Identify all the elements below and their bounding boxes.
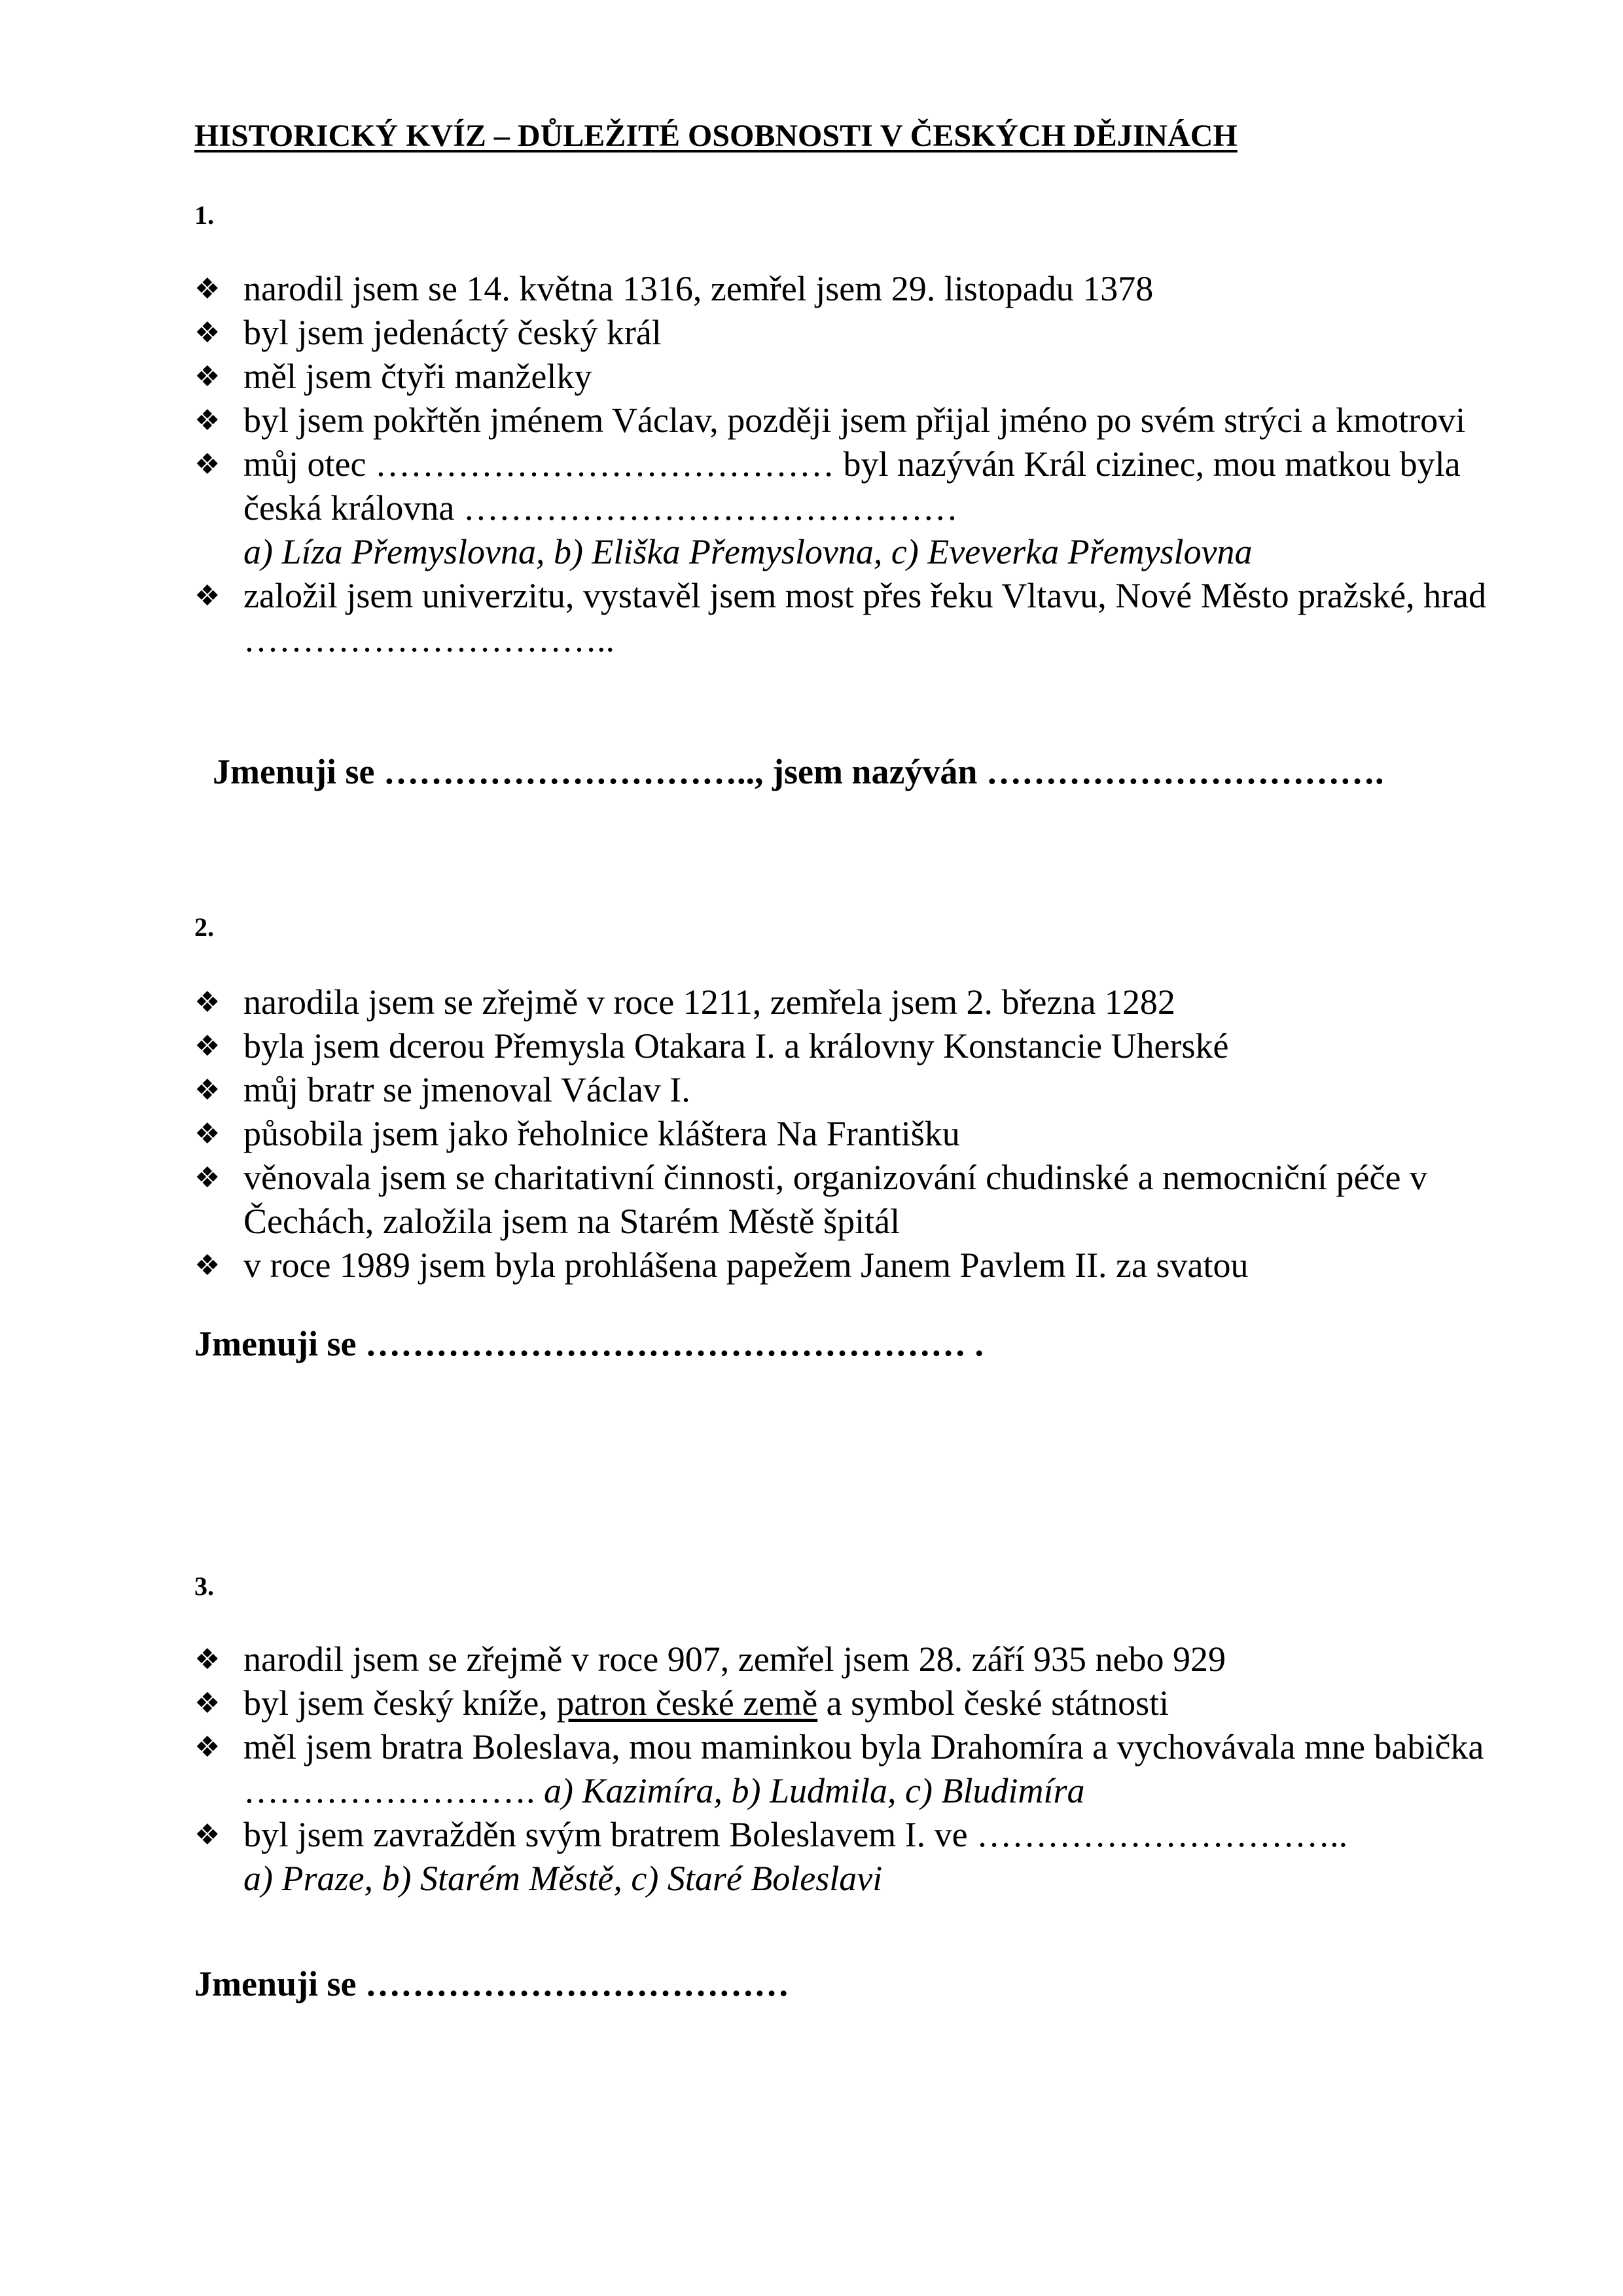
list-item <box>194 1813 1529 1901</box>
answer-options: a) Kazimíra, b) Ludmila, c) Bludimíra <box>544 1771 1085 1810</box>
clue-text-end: a symbol české státnosti <box>817 1683 1169 1723</box>
page-title: HISTORICKÝ KVÍZ – DŮLEŽITÉ OSOBNOSTI V ČESKÝCH DĚJINÁCH <box>194 118 1238 153</box>
question-2-number: 2. <box>194 912 214 942</box>
four-diamond-bullet-icon: ❖ <box>194 1687 221 1720</box>
clue-text: měl jsem čtyři manželky <box>243 357 592 396</box>
four-diamond-bullet-icon: ❖ <box>194 316 221 350</box>
question-1-answer-line: Jmenuji se ………………………….., jsem nazýván ……………………………. <box>213 752 1384 791</box>
clue-text: byla jsem dcerou Přemysla Otakara I. a královny Konstancie Uherské <box>243 1026 1229 1066</box>
list-item <box>194 1244 1529 1287</box>
list-item <box>194 399 1529 442</box>
question-2-clues <box>194 980 1529 1287</box>
clue-text: působila jsem jako řeholnice kláštera Na Františku <box>243 1114 960 1153</box>
four-diamond-bullet-icon: ❖ <box>194 1818 221 1852</box>
clue-text: můj bratr se jmenoval Václav I. <box>243 1070 690 1109</box>
clue-text: byl jsem jedenáctý český král <box>243 313 662 352</box>
underlined-phrase: patron české země <box>556 1683 818 1723</box>
list-item <box>194 1024 1529 1068</box>
four-diamond-bullet-icon: ❖ <box>194 1731 221 1764</box>
clue-text: narodil jsem se zřejmě v roce 907, zemřel jsem 28. září 935 nebo 929 <box>243 1640 1226 1679</box>
list-item <box>194 1156 1529 1244</box>
four-diamond-bullet-icon: ❖ <box>194 360 221 393</box>
clue-text-start: byl jsem český kníže, <box>243 1683 557 1723</box>
clue-text: založil jsem univerzitu, vystavěl jsem most přes řeku Vltavu, Nové Město pražské, hrad ………………………….. <box>243 576 1487 659</box>
list-item <box>194 1725 1529 1813</box>
clue-text: narodila jsem se zřejmě v roce 1211, zemřela jsem 2. března 1282 <box>243 982 1175 1022</box>
list-item <box>194 980 1529 1024</box>
question-1-number: 1. <box>194 200 214 230</box>
four-diamond-bullet-icon: ❖ <box>194 1073 221 1107</box>
question-1-clues <box>194 267 1529 662</box>
clue-text: byl jsem zavražděn svým bratrem Boleslavem I. ve ………………………….. <box>243 1815 1348 1854</box>
answer-options: a) Líza Přemyslovna, b) Eliška Přemyslovna, c) Eveverka Přemyslovna <box>243 532 1253 571</box>
answer-options: a) Praze, b) Starém Městě, c) Staré Boleslavi <box>243 1859 883 1898</box>
clue-text: byl jsem pokřtěn jménem Václav, později jsem přijal jméno po svém strýci a kmotrovi <box>243 401 1466 440</box>
four-diamond-bullet-icon: ❖ <box>194 448 221 481</box>
question-3-number: 3. <box>194 1571 214 1601</box>
four-diamond-bullet-icon: ❖ <box>194 1161 221 1194</box>
four-diamond-bullet-icon: ❖ <box>194 579 221 613</box>
four-diamond-bullet-icon: ❖ <box>194 272 221 306</box>
clue-text: můj otec ………………………………… byl nazýván Král cizinec, mou matkou byla česká královna …………………………………… <box>243 444 1461 528</box>
question-3-clues <box>194 1638 1529 1901</box>
list-item <box>194 1681 1529 1725</box>
list-item <box>194 1112 1529 1156</box>
clue-text: věnovala jsem se charitativní činnosti, organizování chudinské a nemocniční péče v Čechách, založila jsem na Starém Městě špitál <box>243 1158 1427 1241</box>
list-item <box>194 442 1529 574</box>
clue-text: v roce 1989 jsem byla prohlášena papežem Janem Pavlem II. za svatou <box>243 1246 1249 1285</box>
question-2-answer-line: Jmenuji se …………………………………………… . <box>194 1324 984 1363</box>
list-item <box>194 1068 1529 1112</box>
list-item <box>194 311 1529 355</box>
list-item <box>194 355 1529 399</box>
four-diamond-bullet-icon: ❖ <box>194 986 221 1019</box>
list-item <box>194 1638 1529 1681</box>
clue-text: narodil jsem se 14. května 1316, zemřel jsem 29. listopadu 1378 <box>243 269 1154 308</box>
clue-text: měl jsem bratra Boleslava, mou maminkou byla Drahomíra a vychovávala mne babička ……………………. <box>243 1727 1484 1810</box>
four-diamond-bullet-icon: ❖ <box>194 1249 221 1282</box>
list-item <box>194 574 1529 662</box>
four-diamond-bullet-icon: ❖ <box>194 1643 221 1676</box>
four-diamond-bullet-icon: ❖ <box>194 404 221 437</box>
question-3-answer-line: Jmenuji se ……………………………… <box>194 1964 789 2003</box>
four-diamond-bullet-icon: ❖ <box>194 1117 221 1151</box>
list-item <box>194 267 1529 311</box>
four-diamond-bullet-icon: ❖ <box>194 1030 221 1063</box>
